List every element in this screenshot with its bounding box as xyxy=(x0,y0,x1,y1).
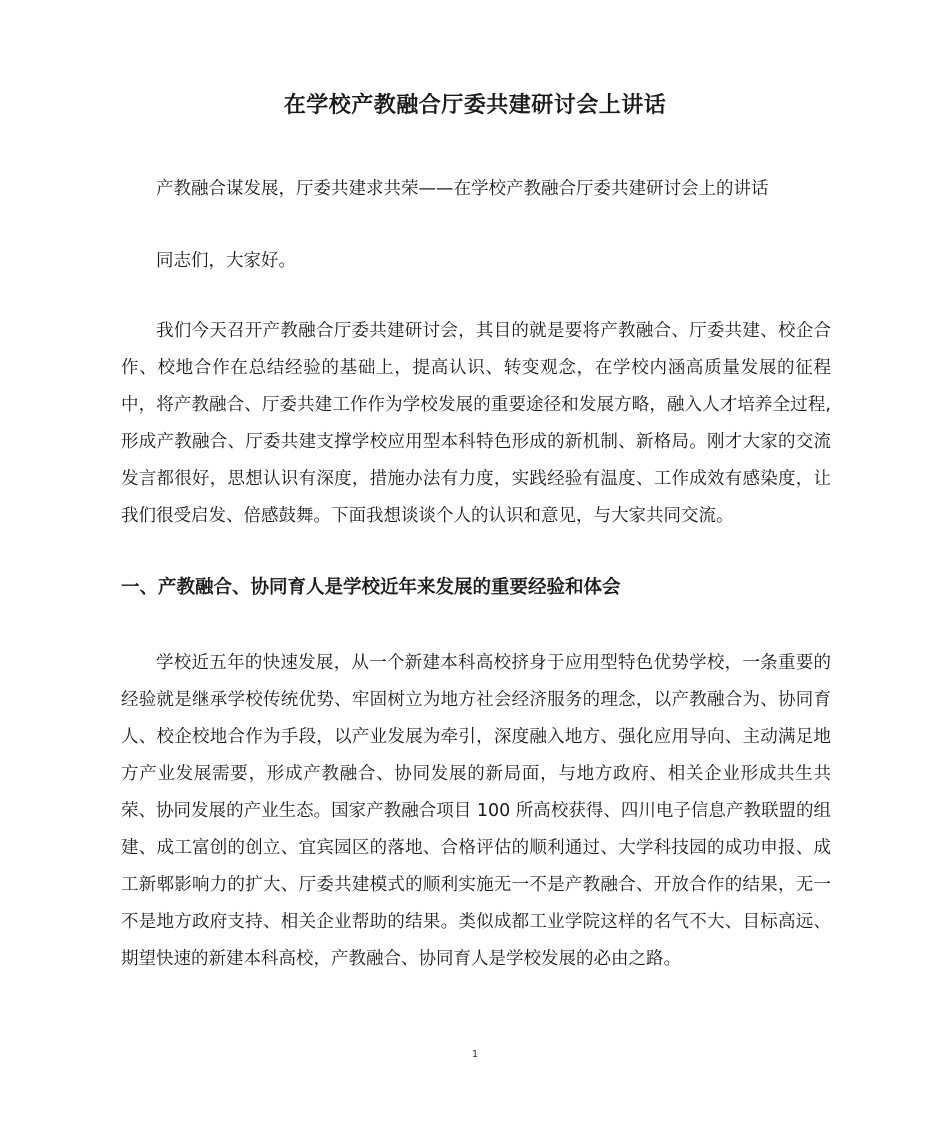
greeting-paragraph: 同志们，大家好。 xyxy=(156,251,296,271)
document-title: 在学校产教融合厅委共建研讨会上讲话 xyxy=(283,93,667,118)
section-paragraph: 学校近五年的快速发展，从一个新建本科高校挤身于应用型特色优势学校，一条重要的经验就是继承学校传统优势、牢固树立为地方社会经济服务的理念，以产教融合为、协同育人、校企校地合作为手段，以产业发展为牵引，深度融入地方、强化应用导向、主动满足地方产业发展需要，形成产教融合、协同发展的新局面，与地方政府、相关企业形成共生共荣、协同发展的产业生态。国家产教融合项目 100 所高校获得、四川电子信息产教联盟的组建、成工富创的创立、宜宾园区的落地、合格评估的顺利通过、大学科技园的成功申报、成工新郫影响力的扩大、厅委共建模式的顺利实施无一不是产教融合、开放合作的结果，无一不是地方政府支持、相关企业帮助的结果。类似成都工业学院这样的名气不大、目标高远、期望快速的新建本科高校，产教融合、协同育人是学校发展的必由之路。 xyxy=(121,653,831,969)
document-subtitle: 产教融合谋发展，厅委共建求共荣——在学校产教融合厅委共建研讨会上的讲话 xyxy=(156,179,769,199)
intro-paragraph: 我们今天召开产教融合厅委共建研讨会，其目的就是要将产教融合、厅委共建、校企合作、校地合作在总结经验的基础上，提高认识、转变观念，在学校内涵高质量发展的征程中，将产教融合、厅委共建工作作为学校发展的重要途径和发展方略，融入人才培养全过程,形成产教融合、厅委共建支撑学校应用型本科特色形成的新机制、新格局。刚才大家的交流发言都很好，思想认识有深度，措施办法有力度，实践经验有温度、工作成效有感染度，让我们很受启发、倍感鼓舞。下面我想谈谈个人的认识和意见，与大家共同交流。 xyxy=(121,321,831,526)
section-heading: 一、产教融合、协同育人是学校近年来发展的重要经验和体会 xyxy=(121,577,621,598)
page-number: 1 xyxy=(471,1049,479,1060)
